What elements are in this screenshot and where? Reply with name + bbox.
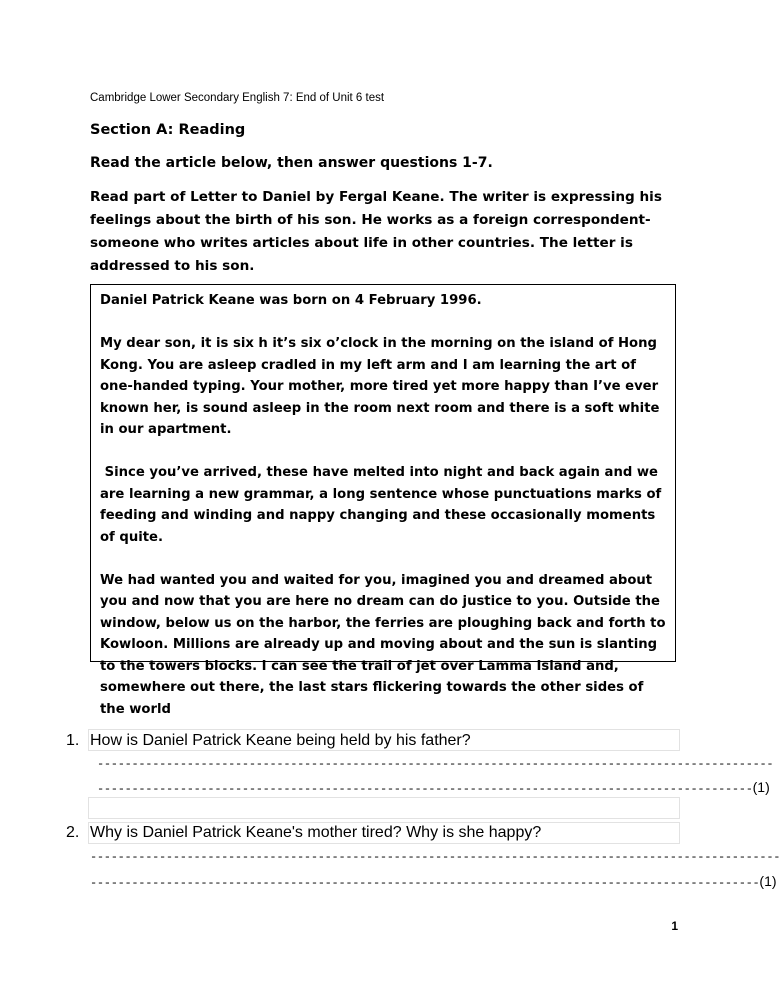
question-2-text: Why is Daniel Patrick Keane's mother tired? Why is she happy? bbox=[90, 824, 542, 841]
question-1-mark: (1) bbox=[752, 779, 770, 795]
question-1-text: How is Daniel Patrick Keane being held by his father? bbox=[90, 732, 471, 749]
letter-paragraph-2: My dear son, it is six h it’s six o’clock in the morning on the island of Hong Kong. You are asleep cradled in my left arm and I am learning the art of one-handed typing. Your mother, more tired yet more happy than I’ve ever known her, is sound asleep in the room next room and there is a soft white in our apartment. bbox=[100, 336, 660, 437]
question-2-number: 2. bbox=[66, 824, 80, 841]
section-title: Section A: Reading bbox=[90, 122, 246, 138]
instruction: Read the article below, then answer questions 1-7. bbox=[90, 155, 493, 171]
question-2-mark: (1) bbox=[759, 873, 777, 889]
intro-paragraph: Read part of Letter to Daniel by Fergal Keane. The writer is expressing his feelings about the birth of his son. He works as a foreign correspondent-someone who writes articles about life in other countries. The letter is addressed to his son. bbox=[90, 189, 662, 274]
letter-paragraph-1: Daniel Patrick Keane was born on 4 February 1996. bbox=[100, 293, 482, 308]
spacer-cell bbox=[88, 797, 680, 819]
answer-line-2b[interactable]: -------------------------------------------------------------------------------------------------(1) bbox=[90, 873, 777, 890]
answer-line-1b[interactable]: -----------------------------------------------------------------------------------------------(1) bbox=[97, 779, 770, 796]
answer-line-1a[interactable]: -------------------------------------------------------------------------------------------------- bbox=[97, 757, 774, 771]
document-header: Cambridge Lower Secondary English 7: End of Unit 6 test bbox=[90, 92, 385, 104]
question-1-number: 1. bbox=[66, 732, 80, 749]
page-number: 1 bbox=[671, 919, 678, 933]
letter-paragraph-3: Since you’ve arrived, these have melted into night and back again and we are learning a new grammar, a long sentence whose punctuations marks of feeding and winding and nappy changing and these occasionally moments of quite. bbox=[100, 465, 666, 545]
letter-paragraph-4: We had wanted you and waited for you, imagined you and dreamed about you and now that you are here no dream can do justice to you. Outside the window, below us on the harbor, the ferries are ploughing back and forth to Kowloon. Millions are already up and moving about and the sun is slanting to the towers blocks. I can see the trail of jet over Lamma Island and, somewhere out there, the last stars flickering towards the other sides of the world bbox=[100, 572, 666, 717]
letter-excerpt-box bbox=[90, 284, 676, 717]
answer-line-2a[interactable]: ---------------------------------------------------------------------------------------------------- bbox=[90, 850, 780, 864]
